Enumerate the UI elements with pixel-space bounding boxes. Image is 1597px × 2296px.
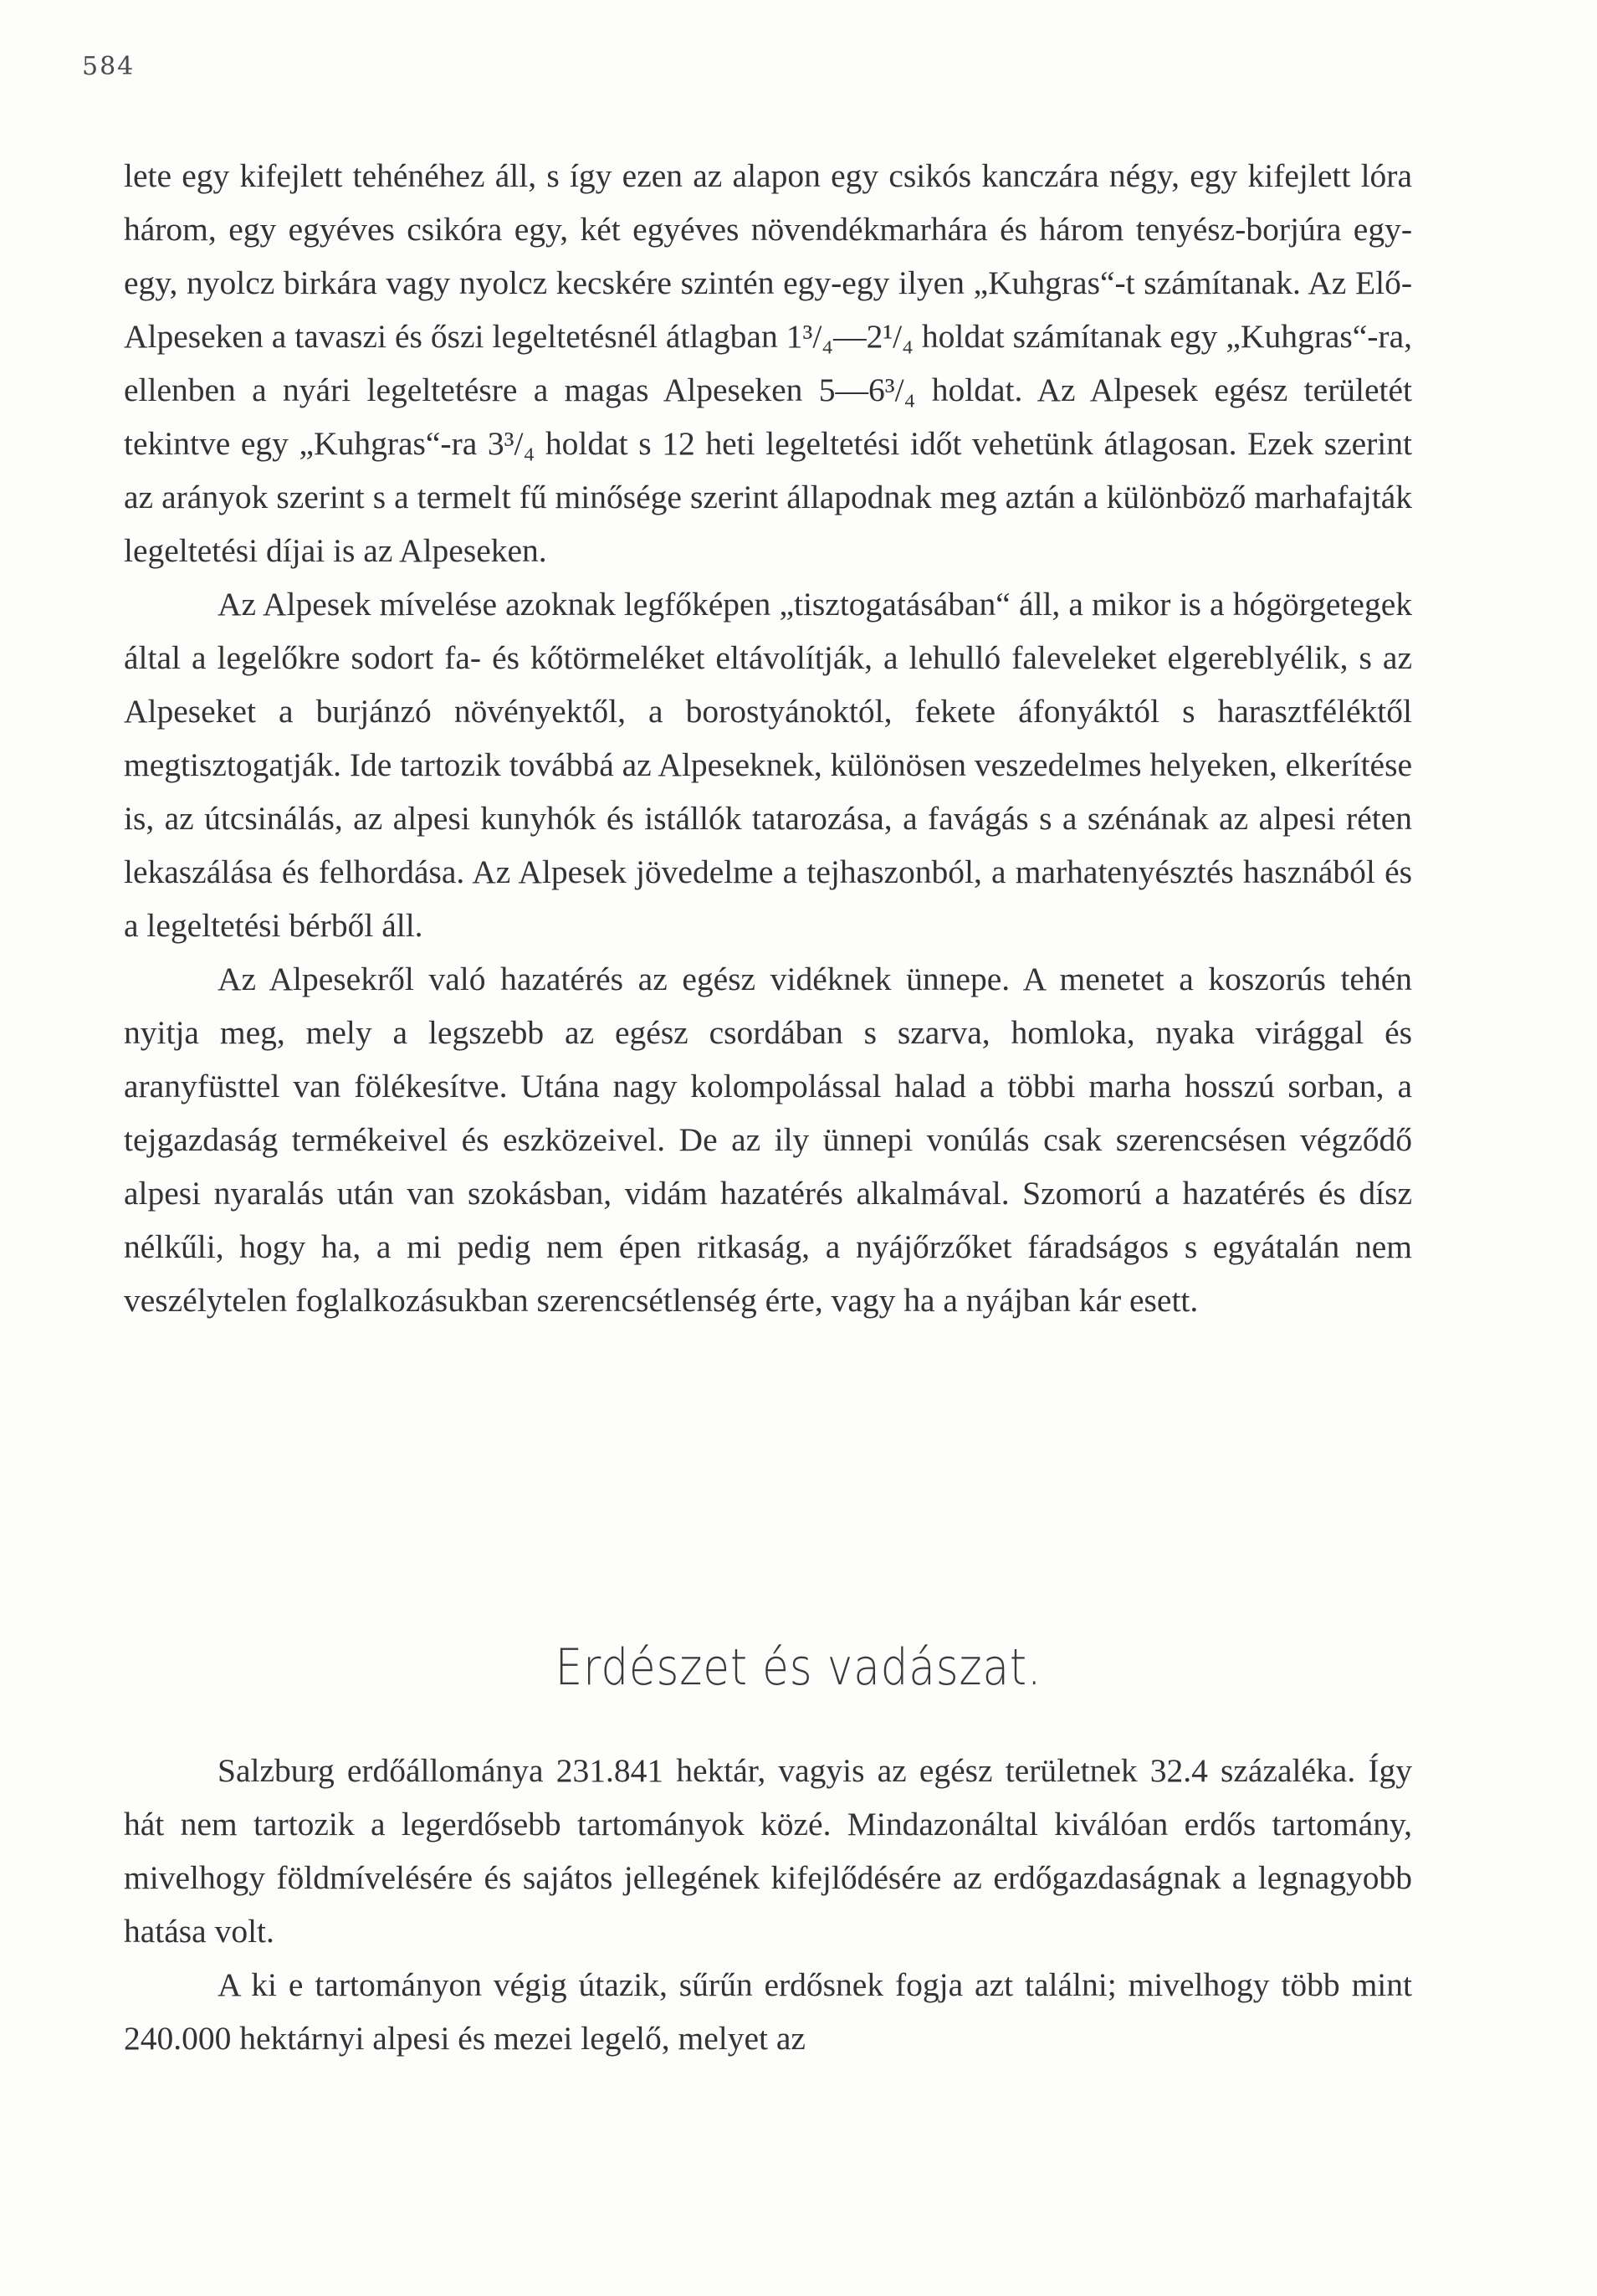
paragraph-1: lete egy kifejlett tehénéhez áll, s így ezen az alapon egy csikós kanczára négy, egy kifejlett lóra három, egy egyéves csikóra egy, két egyéves növendékmarhára és három tenyész-borjúra egy-egy, nyolcz birkára vagy nyolcz kecskére szintén egy-egy ilyen „Kuhgras“-t számítanak. Az Elő-Alpeseken a tavaszi és őszi legeltetésnél átlagban 1³/₄—2¹/₄ holdat számítanak egy „Kuhgras“-ra, ellenben a nyári legeltetésre a magas Alpeseken 5—6³/₄ holdat. Az Alpesek egész területét tekintve egy „Kuhgras“-ra 3³/₄ holdat s 12 heti legeltetési időt vehetünk átlagosan. Ezek szerint az arányok szerint s a termelt fű minősége szerint állapodnak meg aztán a különböző marhafajták legeltetési díjai is az Alpeseken.: [124, 157, 1412, 569]
body-text-top: [124, 149, 1412, 1327]
section-paragraph-1: Salzburg erdőállománya 231.841 hektár, vagyis az egész területnek 32.4 százaléka. Így hát nem tartozik a legerdősebb tartományok közé. Mindazonáltal kiválóan erdős tartomány, mivelhogy földmívelésére és sajátos jellegének kifejlődésére az erdőgazdaságnak a legnagyobb hatása volt.: [124, 1752, 1412, 1950]
paragraph-2: Az Alpesek mívelése azoknak legfőképen „tisztogatásában“ áll, a mikor is a hógörgetegek által a legelőkre sodort fa- és kőtörmeléket eltávolítják, a lehulló faleveleket elgereblyélik, s az Alpeseket a burjánzó növényektől, a borostyánoktól, fekete áfonyáktól s harasztféléktől megtisztogatják. Ide tartozik továbbá az Alpeseknek, különösen veszedelmes helyeken, elkerítése is, az útcsinálás, az alpesi kunyhók és istállók tatarozása, a favágás s a szénának az alpesi réten lekaszálása és felhordása. Az Alpesek jövedelme a tejhaszonból, a marhatenyésztés hasznából és a legeltetési bérből áll.: [124, 586, 1412, 944]
page-number: 584: [82, 52, 136, 81]
paragraph-3: Az Alpesekről való hazatérés az egész vidéknek ünnepe. A menetet a koszorús tehén nyitja meg, mely a legszebb az egész csordában s szarva, homloka, nyaka virággal és aranyfüsttel van fölékesítve. Utána nagy kolompolással halad a többi marha hosszú sorban, a tejgazdaság termékeivel és eszközeivel. De az ily ünnepi vonúlás csak szerencsésen végződő alpesi nyaralás után van szokásban, vidám hazatérés alkalmával. Szomorú a hazatérés és dísz nélkűli, hogy ha, a mi pedig nem épen ritkaság, a nyájőrzőket fáradságos s egyátalán nem veszélytelen foglalkozásukban szerencsétlenség érte, vagy ha a nyájban kár esett.: [124, 961, 1412, 1319]
body-text-section: [124, 1744, 1412, 2065]
section-heading: Erdészet és vadászat.: [555, 1638, 1042, 1697]
section-paragraph-2: A ki e tartományon végig útazik, sűrűn erdősnek fogja azt találni; mivelhogy több mint 240.000 hektárnyi alpesi és mezei legelő, melyet az: [124, 1966, 1412, 2057]
